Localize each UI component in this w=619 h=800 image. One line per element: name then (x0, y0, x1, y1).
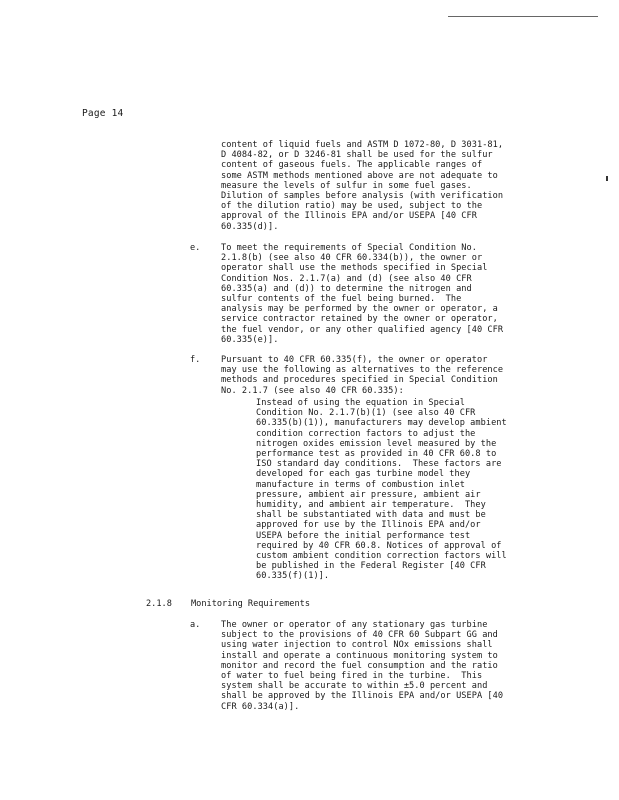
text-line: The owner or operator of any stationary gas turbine (221, 620, 488, 630)
text-line: ISO standard day conditions. These factors are (256, 459, 502, 470)
text-line: To meet the requirements of Special Condition No. (221, 243, 477, 253)
page-number: Page 14 (82, 108, 124, 119)
text-line: custom ambient condition correction factors will (256, 551, 507, 562)
text-line: condition correction factors to adjust the (256, 428, 476, 439)
text-line: Pursuant to 40 CFR 60.335(f), the owner or operator (221, 355, 488, 365)
text-line: methods and procedures specified in Special Condition (221, 375, 498, 386)
text-line: of the dilution ratio) may be used, subject to the (221, 201, 483, 212)
section-title: Monitoring Requirements (191, 599, 310, 609)
text-line: shall be approved by the Illinois EPA and/or USEPA [40 (221, 691, 504, 702)
text-line: system shall be accurate to within ±5.0 percent and (221, 681, 488, 692)
text-line: content of liquid fuels and ASTM D 1072-80, D 3031-81, (221, 140, 504, 150)
paragraph-f (221, 355, 503, 396)
text-line: approved for use by the Illinois EPA and/or (256, 520, 481, 531)
text-line: manufacture in terms of combustion inlet (256, 479, 465, 490)
item-e-marker: e. (190, 243, 201, 253)
text-line: 2.1.8(b) (see also 40 CFR 60.334(b)), the owner or (221, 253, 483, 264)
text-line: some ASTM methods mentioned above are not adequate to (221, 170, 498, 181)
text-line: analysis may be performed by the owner or operator, a (221, 304, 498, 315)
text-line: 60.335(b)(1)), manufacturers may develop ambient (256, 418, 507, 429)
text-line: No. 2.1.7 (see also 40 CFR 60.335): (221, 385, 404, 396)
text-line: install and operate a continuous monitoring system to (221, 650, 498, 661)
text-line: required by 40 CFR 60.8. Notices of approval of (256, 540, 502, 551)
text-line: performance test as provided in 40 CFR 60.8 to (256, 449, 497, 460)
scan-mark (606, 176, 608, 181)
text-line: nitrogen oxides emission level measured by the (256, 438, 497, 449)
paragraph-e (221, 243, 503, 345)
text-line: be published in the Federal Register [40 CFR (256, 561, 486, 572)
text-line: monitor and record the fuel consumption and the ratio (221, 660, 498, 671)
text-line: the fuel vendor, or any other qualified agency [40 CFR (221, 324, 504, 335)
item-a-marker: a. (190, 620, 201, 630)
text-line: content of gaseous fuels. The applicable ranges of (221, 160, 483, 171)
paragraph-continued (221, 140, 503, 232)
item-f-marker: f. (190, 355, 201, 365)
text-line: subject to the provisions of 40 CFR 60 Subpart GG and (221, 630, 498, 641)
text-line: pressure, ambient air pressure, ambient air (256, 489, 481, 500)
text-line: operator shall use the methods specified in Special (221, 263, 488, 274)
text-line: USEPA before the initial performance test (256, 530, 471, 541)
text-line: Instead of using the equation in Special (256, 398, 465, 408)
text-line: shall be substantiated with data and must be (256, 510, 486, 521)
text-line: Condition No. 2.1.7(b)(1) (see also 40 CFR (256, 408, 476, 419)
paragraph-f-sub (256, 398, 507, 582)
text-line: 60.335(e)]. (221, 334, 279, 345)
text-line: humidity, and ambient air temperature. They (256, 500, 486, 511)
paragraph-a (221, 620, 503, 712)
text-line: sulfur contents of the fuel being burned. The (221, 294, 462, 305)
text-line: 60.335(a) and (d)) to determine the nitrogen and (221, 283, 472, 294)
text-line: service contractor retained by the owner or operator, (221, 314, 498, 325)
text-line: Dilution of samples before analysis (with verification (221, 191, 504, 202)
text-line: CFR 60.334(a)]. (221, 701, 300, 712)
top-border-line (448, 16, 598, 17)
text-line: 60.335(f)(1)]. (256, 571, 330, 582)
text-line: 60.335(d)]. (221, 221, 279, 232)
text-line: measure the levels of sulfur in some fuel gases. (221, 180, 472, 191)
text-line: D 4084-82, or D 3246-81 shall be used for the sulfur (221, 150, 493, 161)
text-line: approval of the Illinois EPA and/or USEPA [40 CFR (221, 211, 477, 222)
text-line: of water to fuel being fired in the turbine. This (221, 671, 483, 682)
text-line: Condition Nos. 2.1.7(a) and (d) (see also 40 CFR (221, 273, 472, 284)
text-line: may use the following as alternatives to the reference (221, 365, 504, 376)
text-line: using water injection to control NOx emissions shall (221, 640, 493, 651)
section-number: 2.1.8 (146, 599, 172, 609)
text-line: developed for each gas turbine model they (256, 469, 471, 480)
